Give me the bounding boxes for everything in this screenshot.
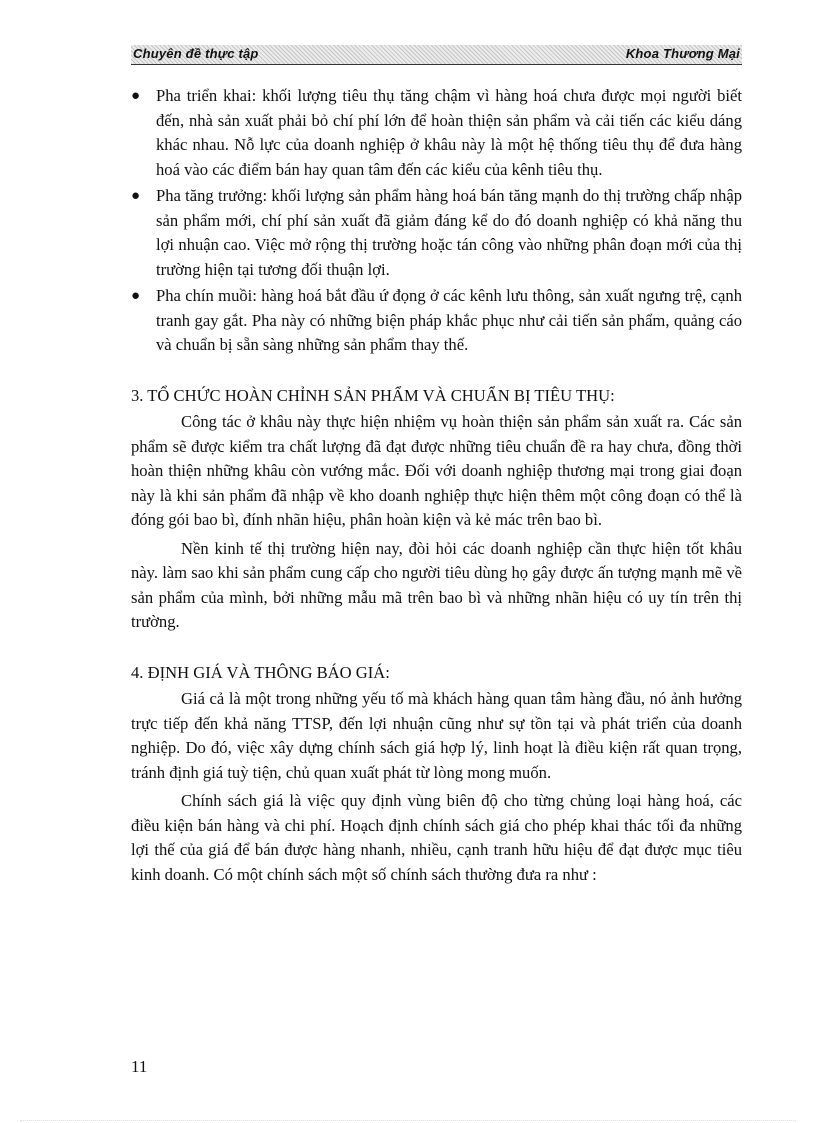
bullet-icon: ●	[131, 188, 141, 204]
page-header	[131, 45, 742, 65]
page-number: 11	[131, 1057, 148, 1076]
section-4-heading: 4. ĐỊNH GIÁ VÀ THÔNG BÁO GIÁ:	[131, 662, 390, 682]
bullet-icon: ●	[131, 288, 141, 304]
paragraph: Chính sách giá là việc quy định vùng biên độ cho từng chủng loại hàng hoá, các điều kiện bán hàng và chi phí. Hoạch định chính sách giá cho phép khai thác tối đa những lợi thế của giá để bán được hàng nhanh, nhiều, cạnh tranh hữu hiệu để đạt được mục tiêu kinh doanh. Có một chính sách một số chính sách thường đưa ra như :	[131, 791, 742, 884]
paragraph: Công tác ở khâu này thực hiện nhiệm vụ hoàn thiện sản phẩm sản xuất ra. Các sản phẩm sẽ được kiểm tra chất lượng đã đạt được những tiêu chuẩn đề ra hay chưa, đồng thời hoàn thiện những khâu còn vướng mắc. Đối với doanh nghiệp thương mại trong giai đoạn này là khi sản phẩm đã nhập về kho doanh nghiệp thực hiện thêm một công đoạn có thể là đóng gói bao bì, đính nhãn hiệu, phân hoàn kiện và kẻ mác trên bao bì.	[131, 412, 742, 529]
list-item	[131, 184, 742, 282]
header-right-title: Khoa Thương Mại	[625, 46, 740, 61]
bullet-icon: ●	[131, 88, 141, 104]
bullet-text: Pha tăng trưởng: khối lượng sản phẩm hàng hoá bán tăng mạnh do thị trường chấp nhập sản phẩm mới, chí phí sản xuất đã giảm đáng kể do đó doanh nghiệp có khả năng thu lợi nhuận cao. Việc mở rộng thị trường hoặc tán công vào những phân đoạn mới của thị trường hiện tại tương đối thuận lợi.	[156, 186, 742, 279]
document-body	[131, 84, 742, 891]
bullet-list	[131, 84, 742, 358]
list-item	[131, 284, 742, 358]
bullet-text: Pha triển khai: khối lượng tiêu thụ tăng chậm vì hàng hoá chưa được mọi người biết đến, nhà sản xuất phải bỏ chí phí lớn để hoàn thiện sản phẩm và cải tiến các kiểu dáng khác nhau. Nỗ lực của doanh nghiệp ở khâu này là một hệ thống tiêu thụ để đưa hàng hoá vào các điểm bán hay quan tâm đến các kiểu của kênh tiêu thụ.	[156, 86, 742, 179]
list-item	[131, 84, 742, 182]
paragraph: Nền kinh tế thị trường hiện nay, đòi hỏi các doanh nghiệp cần thực hiện tốt khâu này. làm sao khi sản phẩm cung cấp cho người tiêu dùng họ gây được ấn tượng mạnh mẽ về sản phẩm của mình, bởi những mẫu mã trên bao bì và những nhãn hiệu có uy tín trên thị trường.	[131, 538, 742, 631]
header-left-title: Chuyên đề thực tập	[133, 46, 259, 61]
bullet-text: Pha chín muồi: hàng hoá bắt đầu ứ đọng ở các kênh lưu thông, sản xuất ngưng trệ, cạnh tranh gay gắt. Pha này có những biện pháp khắc phục như cải tiến sản phẩm, quảng cáo và chuẩn bị sẵn sàng những sản phẩm thay thế.	[156, 286, 742, 354]
footer-divider	[20, 1120, 796, 1121]
section-3-heading: 3. TỔ CHỨC HOÀN CHỈNH SẢN PHẨM VÀ CHUẨN BỊ TIÊU THỤ:	[131, 385, 615, 405]
paragraph: Giá cả là một trong những yếu tố mà khách hàng quan tâm hàng đầu, nó ảnh hưởng trực tiếp đến khả năng TTSP, đến lợi nhuận cũng như sự tồn tại và phát triển của doanh nghiệp. Do đó, việc xây dựng chính sách giá hợp lý, linh hoạt là điều kiện rất quan trọng, tránh định giá tuỳ tiện, chủ quan xuất phát từ lòng mong muốn.	[131, 689, 742, 782]
